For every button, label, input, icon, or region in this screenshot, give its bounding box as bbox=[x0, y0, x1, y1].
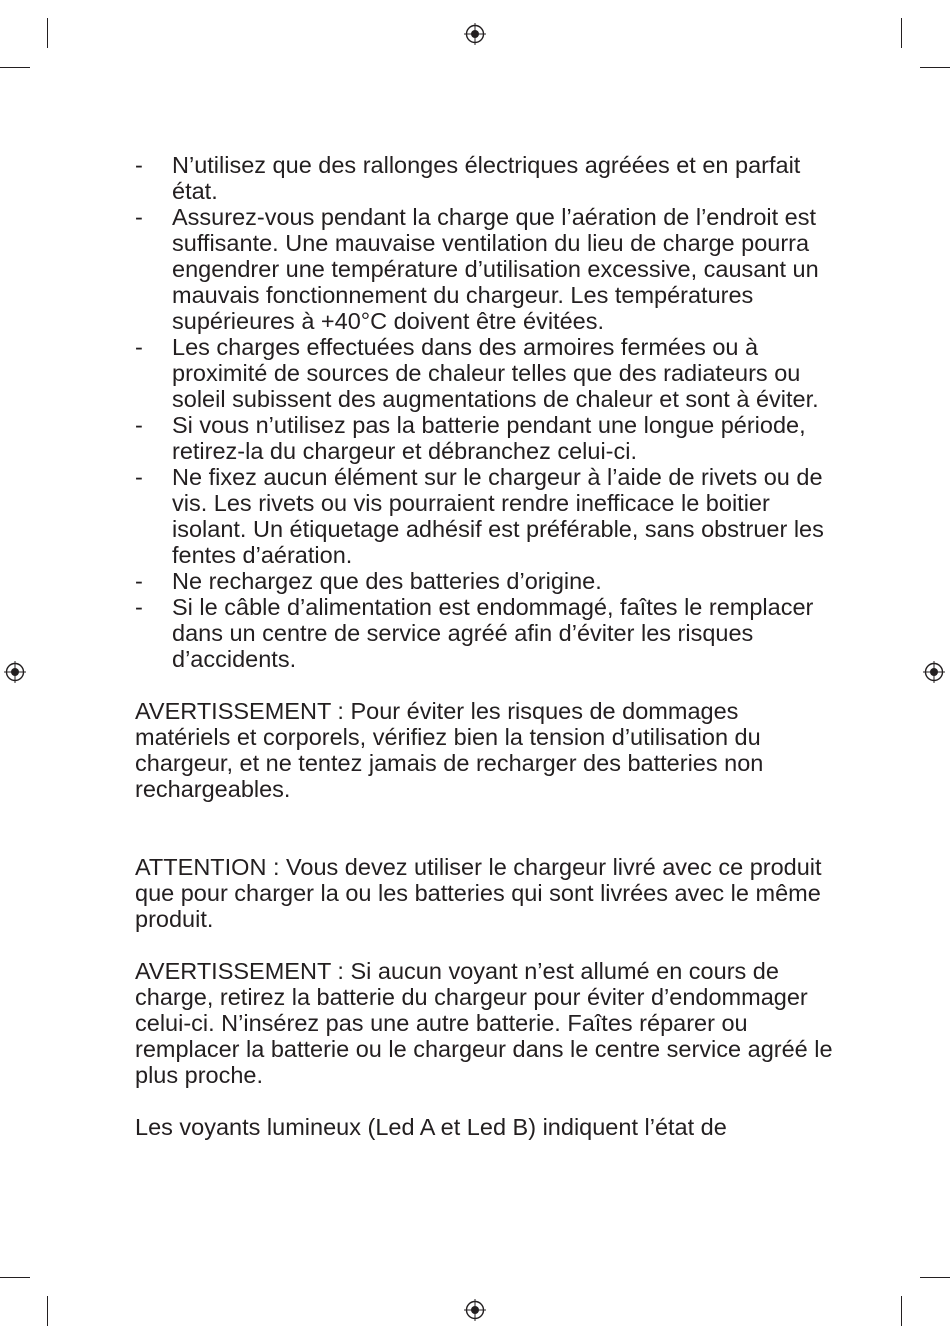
bullet-dash: - bbox=[135, 412, 143, 438]
crop-mark-bottom-right bbox=[901, 1296, 902, 1326]
crop-mark-bottom-left-h bbox=[0, 1277, 30, 1278]
warning-paragraph-voltage: AVERTISSEMENT : Pour éviter les risques de dommages matériels et corporels, vérifiez bien la tension d’utilisation du chargeur, et ne tentez jamais de recharger des batteries non rechargeables. bbox=[135, 698, 764, 802]
list-item bbox=[135, 334, 835, 412]
registration-mark-top-icon bbox=[464, 23, 486, 45]
list-item bbox=[135, 412, 835, 464]
bullet-dash: - bbox=[135, 464, 143, 490]
list-item-text: N’utilisez que des rallonges électriques agréées et en parfait état. bbox=[172, 152, 801, 204]
registration-mark-bottom-icon bbox=[464, 1299, 486, 1321]
crop-mark-bottom-right-h bbox=[920, 1277, 950, 1278]
registration-mark-left-icon bbox=[4, 661, 26, 683]
list-item-text: Si le câble d’alimentation est endommagé, faîtes le remplacer dans un centre de service agréé afin d’éviter les risques d’accidents. bbox=[172, 594, 814, 672]
list-item bbox=[135, 152, 835, 204]
safety-instructions-list bbox=[135, 152, 835, 672]
crop-mark-bottom-left bbox=[47, 1296, 48, 1326]
list-item-text: Ne rechargez que des batteries d’origine. bbox=[172, 568, 602, 594]
attention-paragraph: ATTENTION : Vous devez utiliser le chargeur livré avec ce produit que pour charger la ou les batteries qui sont livrées avec le même produit. bbox=[135, 854, 822, 932]
list-item bbox=[135, 568, 835, 594]
crop-mark-top-left bbox=[47, 18, 48, 48]
list-item-text: Si vous n’utilisez pas la batterie pendant une longue période, retirez-la du chargeur et débranchez celui-ci. bbox=[172, 412, 806, 464]
bullet-dash: - bbox=[135, 204, 143, 230]
bullet-dash: - bbox=[135, 568, 143, 594]
list-item bbox=[135, 464, 835, 568]
bullet-dash: - bbox=[135, 152, 143, 178]
list-item-text: Les charges effectuées dans des armoires fermées ou à proximité de sources de chaleur telles que des radiateurs ou soleil subissent des augmentations de chaleur et sont à éviter. bbox=[172, 334, 819, 412]
leds-intro-paragraph: Les voyants lumineux (Led A et Led B) indiquent l’état de bbox=[135, 1114, 727, 1140]
list-item bbox=[135, 594, 835, 672]
list-item-text: Assurez-vous pendant la charge que l’aération de l’endroit est suffisante. Une mauvaise ventilation du lieu de charge pourra engendrer une température d’utilisation excessive, causant un mauvais fonctionnement du chargeur. Les températures supérieures à +40°C doivent être évitées. bbox=[172, 204, 819, 334]
crop-mark-top-right bbox=[901, 18, 902, 48]
crop-mark-top-left-h bbox=[0, 67, 30, 68]
registration-mark-right-icon bbox=[923, 661, 945, 683]
bullet-dash: - bbox=[135, 594, 143, 620]
bullet-dash: - bbox=[135, 334, 143, 360]
crop-mark-top-right-h bbox=[920, 67, 950, 68]
warning-paragraph-leds: AVERTISSEMENT : Si aucun voyant n’est allumé en cours de charge, retirez la batterie du chargeur pour éviter d’endommager celui-ci. N’insérez pas une autre batterie. Faîtes réparer ou remplacer la batterie ou le chargeur dans le centre service agréé le plus proche. bbox=[135, 958, 833, 1088]
list-item bbox=[135, 204, 835, 334]
page-content bbox=[135, 152, 835, 1140]
list-item-text: Ne fixez aucun élément sur le chargeur à l’aide de rivets ou de vis. Les rivets ou vis pourraient rendre inefficace le boitier isolant. Un étiquetage adhésif est préférable, sans obstruer les fentes d’aération. bbox=[172, 464, 824, 568]
